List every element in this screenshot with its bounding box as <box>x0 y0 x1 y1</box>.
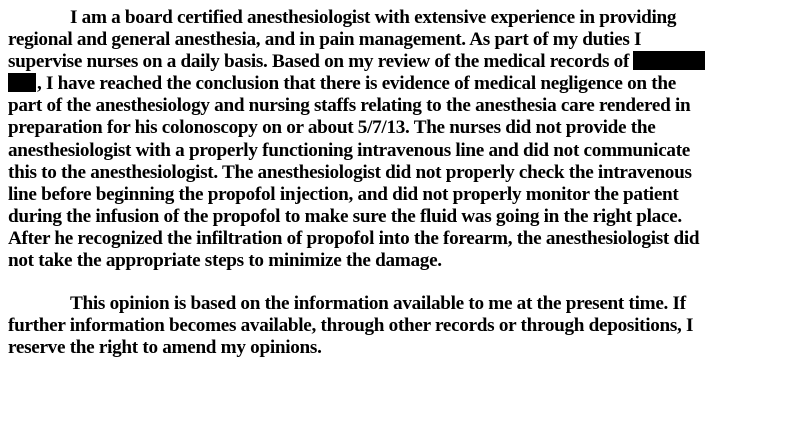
text-line: part of the anesthesiology and nursing staffs relating to the anesthesia care rendered in <box>8 95 691 117</box>
text-line: further information becomes available, through other records or through depositions, I <box>8 315 694 337</box>
text-line <box>8 73 804 95</box>
text-line: I am a board certified anesthesiologist with extensive experience in providing <box>70 7 677 28</box>
text-line: line before beginning the propofol injection, and did not properly monitor the patient <box>8 183 679 205</box>
text-line: this to the anesthesiologist. The anesthesiologist did not properly check the intravenous <box>8 161 692 183</box>
paragraph-2 <box>8 293 804 359</box>
paragraph-spacer <box>8 272 804 293</box>
text-line <box>8 51 804 73</box>
text-line-segment: , I have reached the conclusion that there is evidence of medical negligence on the <box>37 73 676 95</box>
text-line: This opinion is based on the information available to me at the present time. If <box>70 293 686 315</box>
text-line-segment: supervise nurses on a daily basis. Based on my review of the medical records of <box>8 51 630 73</box>
text-line: anesthesiologist with a properly functioning intravenous line and did not communicate <box>8 139 691 161</box>
document-body <box>8 7 804 359</box>
text-line: during the infusion of the propofol to make sure the fluid was going in the right place. <box>8 205 682 227</box>
text-line: reserve the right to amend my opinions. <box>8 337 322 359</box>
text-line: regional and general anesthesia, and in pain management. As part of my duties I <box>8 29 642 51</box>
paragraph-1 <box>8 7 804 272</box>
redaction-box <box>8 73 36 92</box>
text-line: preparation for his colonoscopy on or about 5/7/13. The nurses did not provide the <box>8 117 656 139</box>
text-line: After he recognized the infiltration of propofol into the forearm, the anesthesiologist did <box>8 227 700 249</box>
redaction-box <box>633 51 705 70</box>
text-line: not take the appropriate steps to minimize the damage. <box>8 250 442 272</box>
